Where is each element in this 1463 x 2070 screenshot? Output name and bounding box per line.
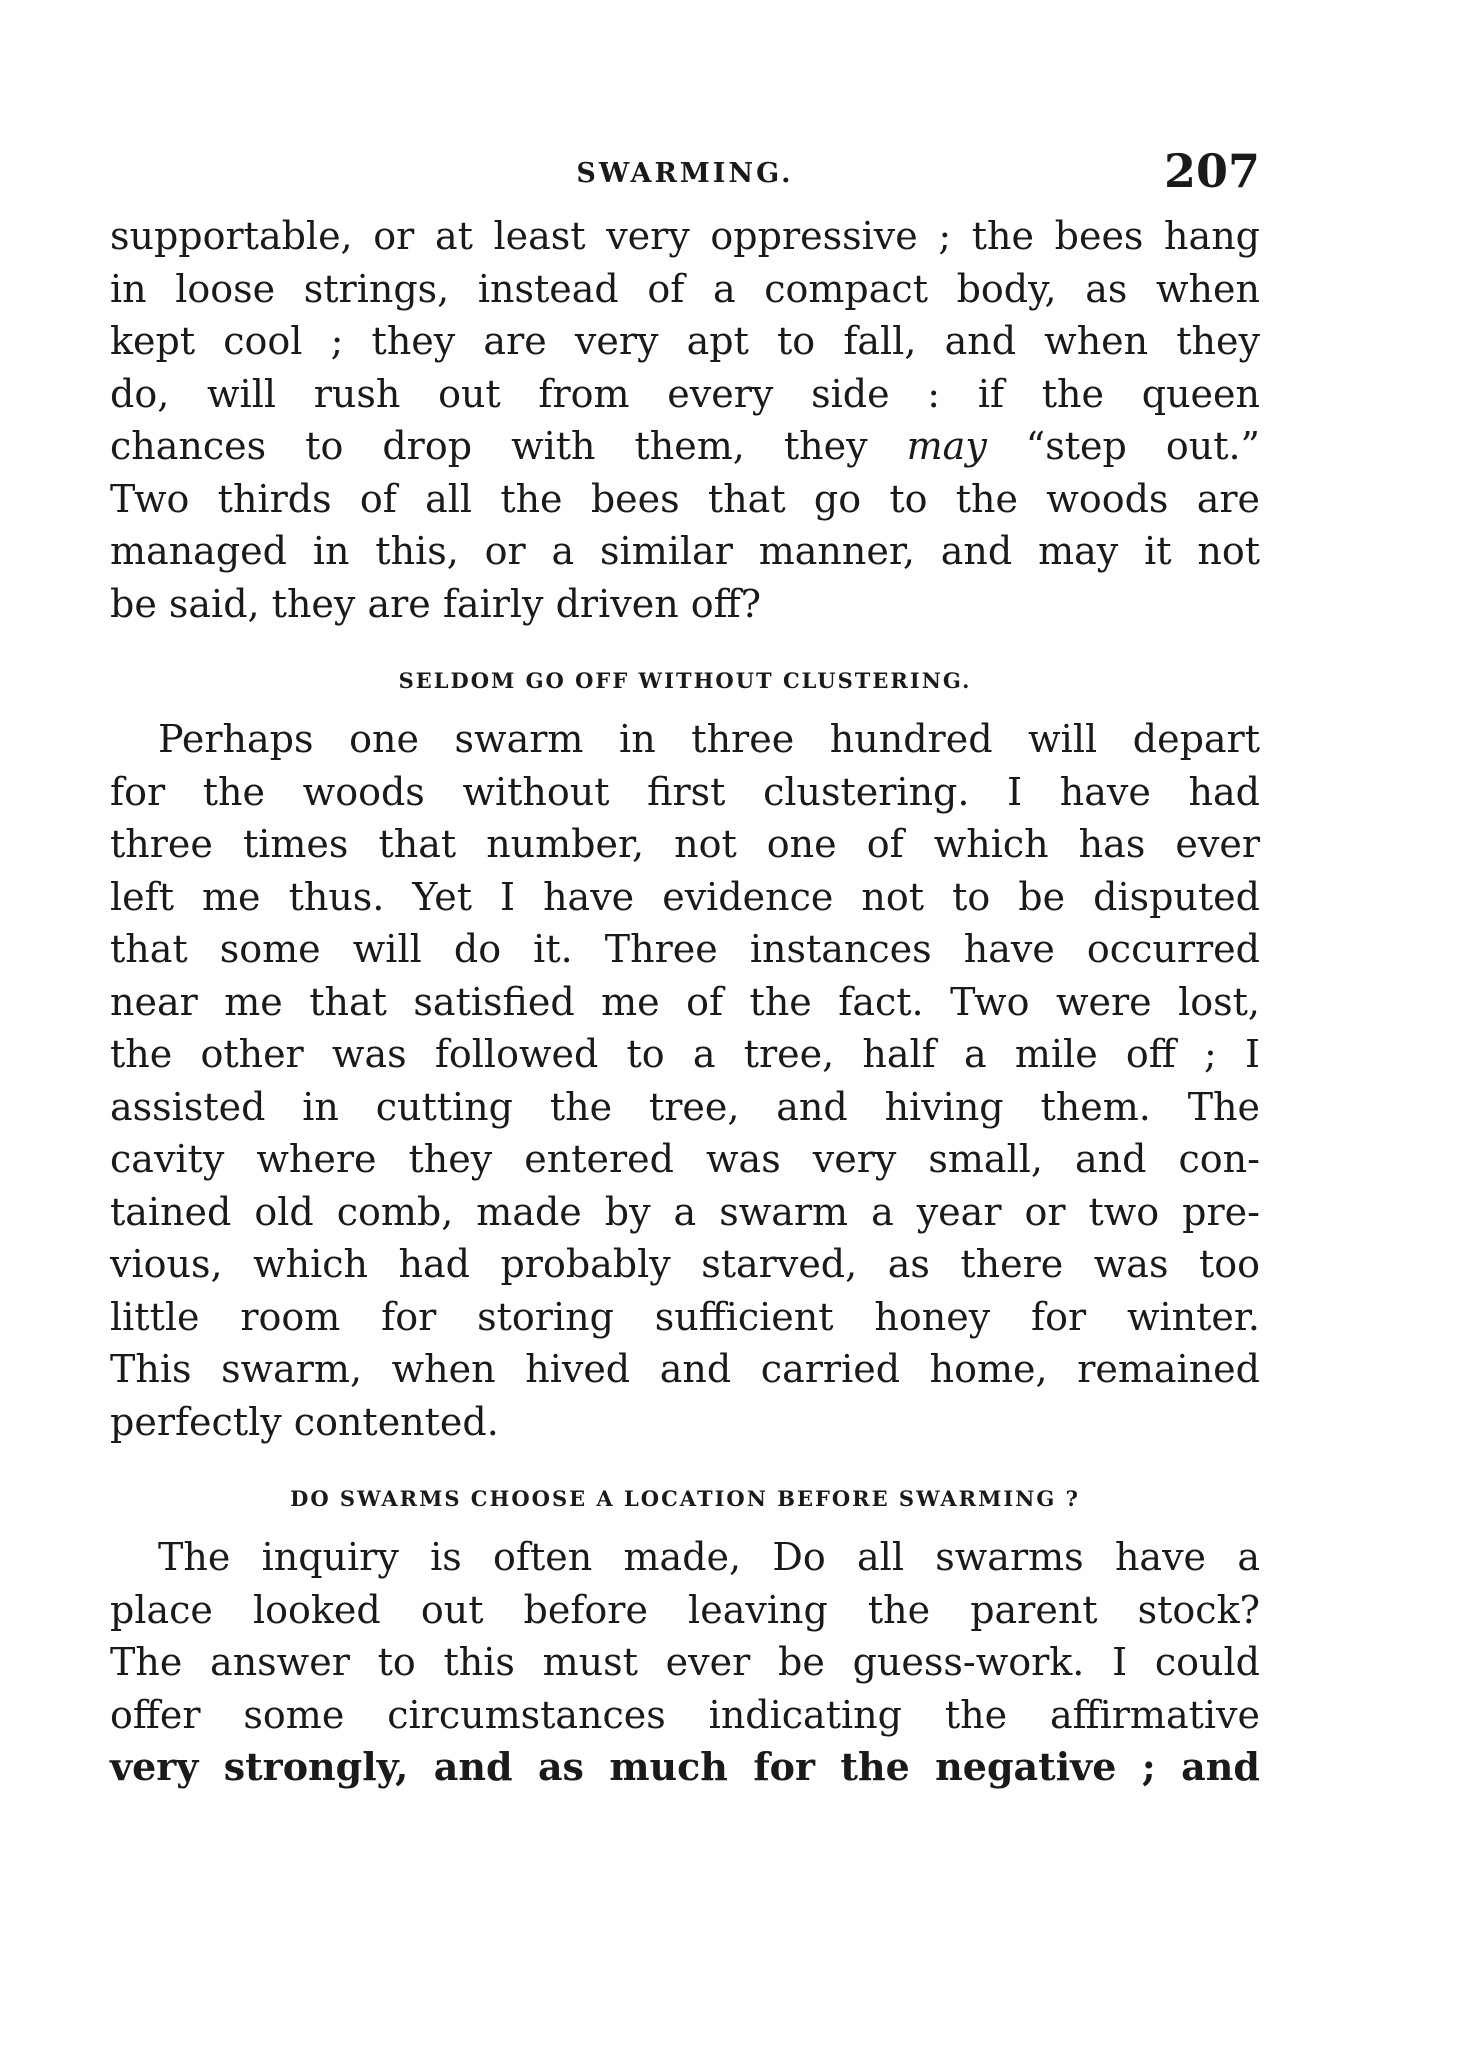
text-line: kept cool ; they are very apt to fall, and when they (110, 319, 1260, 363)
text-line: supportable, or at least very oppressive ; the bees hang (110, 214, 1260, 258)
text-line: in loose strings, instead of a compact body, as when (110, 266, 1260, 311)
text-line: Two thirds of all the bees that go to the woods are (110, 476, 1260, 521)
emphasized-word: may (906, 424, 987, 468)
text-line: little room for storing sufficient honey for winter. (110, 1294, 1260, 1339)
text-line: cavity where they entered was very small, and con- (110, 1137, 1260, 1181)
book-page (110, 144, 1260, 1794)
text-line: be said, they are fairly driven off? (110, 581, 761, 626)
text-line: assisted in cutting the tree, and hiving them. The (110, 1084, 1260, 1129)
continued-paragraph (110, 210, 1260, 630)
text-line: place looked out before leaving the parent stock? (110, 1587, 1260, 1632)
text-line: tained old comb, made by a swarm a year or two pre- (110, 1189, 1260, 1234)
text-line: offer some circumstances indicating the affirmative (110, 1692, 1260, 1737)
location-paragraph (110, 1531, 1260, 1794)
section-heading-location: DO SWARMS CHOOSE A LOCATION BEFORE SWARMING ? (290, 1486, 1080, 1511)
text-line-with-emphasis (110, 420, 1260, 473)
running-title: SWARMING. (576, 158, 794, 189)
section-heading-clustering: SELDOM GO OFF WITHOUT CLUSTERING. (398, 668, 972, 693)
text-line: This swarm, when hived and carried home, remained (110, 1347, 1260, 1391)
text-line: managed in this, or a similar manner, and may it not (110, 529, 1260, 573)
text-line: near me that satisfied me of the fact. Two were lost, (110, 979, 1260, 1024)
clustering-paragraph (110, 713, 1260, 1448)
text-line: very strongly, and as much for the negative ; and (110, 1744, 1260, 1789)
line-tail: “step out.” (986, 424, 1260, 468)
text-line: perfectly contented. (110, 1399, 499, 1444)
text-line: the other was followed to a tree, half a mile off ; I (110, 1032, 1260, 1076)
text-line: left me thus. Yet I have evidence not to be disputed (110, 874, 1260, 919)
text-line: three times that number, not one of which has ever (110, 822, 1260, 866)
text-line: The answer to this must ever be guess-work. I could (110, 1640, 1260, 1684)
text-line: for the woods without first clustering. I have had (110, 769, 1260, 814)
text-line: vious, which had probably starved, as there was too (110, 1242, 1260, 1286)
text-line: Perhaps one swarm in three hundred will depart (158, 717, 1260, 761)
running-head (110, 144, 1260, 210)
text-line: that some will do it. Three instances have occurred (110, 927, 1260, 971)
line-text: chances to drop with them, they (110, 424, 868, 468)
text-line: The inquiry is often made, Do all swarms have a (158, 1535, 1260, 1579)
page-number: 207 (1163, 144, 1260, 198)
text-line: do, will rush out from every side : if the queen (110, 371, 1260, 416)
